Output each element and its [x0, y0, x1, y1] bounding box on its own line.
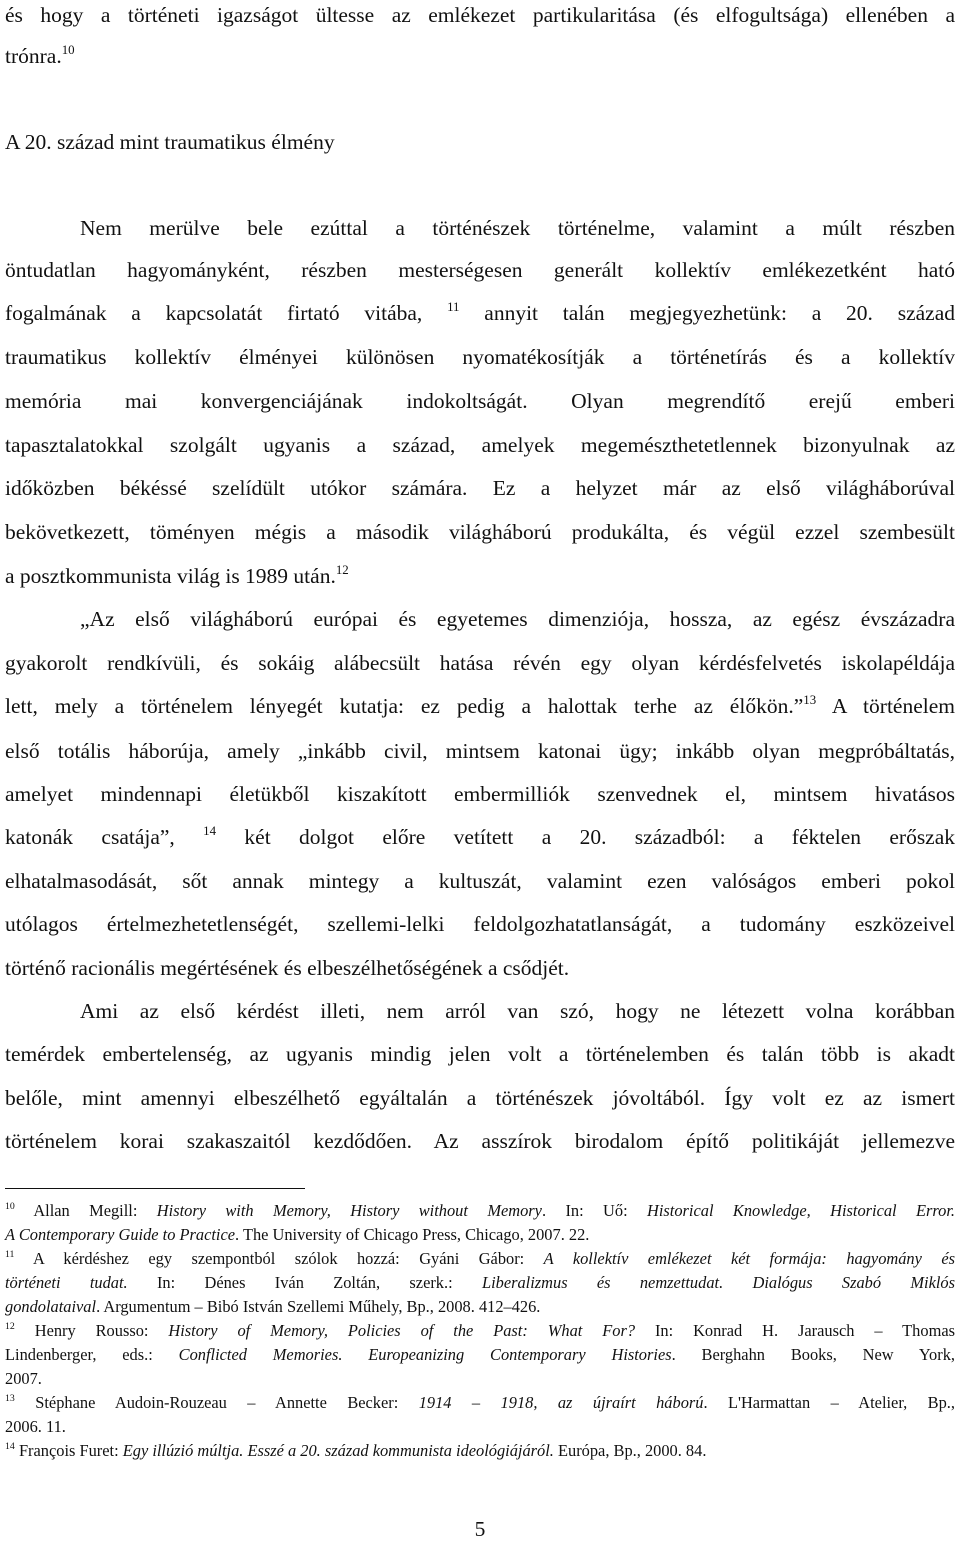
- footnote-number: 11: [5, 1249, 15, 1261]
- footnote-text: Stéphane Audoin-Rouzeau – Annette Becker:: [35, 1393, 419, 1412]
- footnote-text: 2006. 11.: [5, 1417, 66, 1436]
- body-text: a posztkommunista világ is 1989 után.: [5, 564, 336, 588]
- footnote-title: Conflicted Memories. Europeanizing Contemporary Histories: [178, 1345, 672, 1364]
- body-text: fogalmának a kapcsolatát firtató vitába,: [5, 301, 423, 325]
- body-line: történelem korai szakaszaitól kezdődően. Az asszírok birodalom építő politikáját jellemezve: [5, 1129, 955, 1153]
- footnote-number: 12: [5, 1321, 15, 1333]
- body-line: Nem merülve bele ezúttal a történészek történelme, valamint a múlt részben: [80, 216, 955, 240]
- body-line: [5, 823, 956, 849]
- body-text: trónra.: [5, 44, 62, 68]
- footnote-text: In: Dénes Iván Zoltán, szerk.:: [127, 1273, 482, 1292]
- footnote-number: 13: [5, 1393, 15, 1405]
- body-line: traumatikus kollektív élményei különösen nyomatékosítják a történetírás és a kollektív: [5, 345, 955, 369]
- footnote-text: Európa, Bp., 2000. 84.: [553, 1441, 707, 1460]
- body-text: két dolgot előre vetített a 20. századból: a féktelen erőszak: [244, 825, 956, 849]
- footnote-ref: 14: [203, 823, 217, 838]
- footnote-title: Liberalizmus és nemzettudat. Dialógus Szabó Miklós: [481, 1273, 955, 1292]
- body-line: temérdek embertelenség, az ugyanis mindig jelen volt a történelemben és talán több is akadt: [5, 1042, 955, 1066]
- body-line: öntudatlan hagyományként, részben mesterségesen generált kollektív emlékezetként ható: [5, 258, 955, 282]
- footnote-title: A Contemporary Guide to Practice: [5, 1225, 236, 1244]
- body-line: első totális háborúja, amely „inkább civil, mintsem katonai ügy; inkább olyan megpróbáltatás,: [5, 739, 955, 763]
- footnote-text: . The University of Chicago Press, Chicago, 2007. 22.: [235, 1225, 590, 1244]
- body-line: belőle, mint amennyi elbeszélhető egyáltalán a történészek jóvoltából. Így volt ez az ismert: [5, 1086, 955, 1110]
- footnote-separator: [5, 1188, 305, 1189]
- footnote-text: 2007.: [5, 1369, 42, 1388]
- body-line: [5, 299, 956, 325]
- footnote-11-cont: [5, 1299, 955, 1315]
- footnote-14: [5, 1443, 955, 1459]
- footnote-13: [5, 1395, 955, 1411]
- footnote-number: 14: [5, 1441, 15, 1453]
- footnote-13-cont: [5, 1419, 955, 1435]
- body-line: Ami az első kérdést illeti, nem arról van szó, hogy ne létezett volna korábban: [80, 999, 955, 1023]
- body-line: amelyet mindennapi életükből kiszakított embermilliók szenvednek el, mintsem hivatásos: [5, 782, 955, 806]
- body-line: történő racionális megértésének és elbeszélhetőségének a csődjét.: [5, 956, 570, 980]
- footnote-text: In: Konrad H. Jarausch – Thomas: [635, 1321, 955, 1340]
- body-line: és hogy a történeti igazságot ültesse az emlékezet partikularitása (és elfogultsága) ellenében a: [5, 3, 955, 27]
- footnote-text: Allan Megill:: [33, 1201, 157, 1220]
- footnote-10-cont: [5, 1227, 955, 1243]
- body-text: lett, mely a történelem lényegét kutatja: ez pedig a halottak terhe az élőkön.”: [5, 694, 804, 718]
- footnote-text: Lindenberger, eds.:: [5, 1345, 179, 1364]
- footnote-text: . Berghahn Books, New York,: [671, 1345, 955, 1364]
- footnote-text: A kérdéshez egy szempontból szólok hozzá: Gyáni Gábor:: [33, 1249, 544, 1268]
- body-text: annyit talán megjegyezhetünk: a 20. század: [484, 301, 956, 325]
- section-heading: A 20. század mint traumatikus élmény: [5, 130, 335, 154]
- footnote-number: 10: [5, 1201, 15, 1213]
- body-line: időközben békéssé szelídült utókor számára. Ez a helyzet már az első világháborúval: [5, 476, 955, 500]
- footnote-title: Egy illúzió múltja. Esszé a 20. század kommunista ideológiájáról.: [122, 1441, 554, 1460]
- footnote-title: History with Memory, History without Memory: [156, 1201, 542, 1220]
- footnote-12: [5, 1323, 955, 1339]
- footnote-title: 1914 – 1918, az újraírt háború: [418, 1393, 704, 1412]
- footnote-text: Henry Rousso:: [34, 1321, 169, 1340]
- body-line: „Az első világháború európai és egyetemes dimenziója, hossza, az egész évszázadra: [80, 607, 955, 631]
- body-line: gyakorolt rendkívüli, és sokáig alábecsült hatása révén egy olyan kérdésfelvetés iskolapéldája: [5, 651, 955, 675]
- footnote-ref: 11: [447, 299, 460, 314]
- body-line: [5, 562, 955, 588]
- body-text: A történelem: [831, 694, 955, 718]
- footnote-text: François Furet:: [18, 1441, 123, 1460]
- page-number: 5: [474, 1517, 486, 1541]
- footnote-text: . Argumentum – Bibó István Szellemi Műhely, Bp., 2008. 412–426.: [96, 1297, 541, 1316]
- body-line: tapasztalatokkal szolgált ugyanis a század, amelyek megemészthetetlennek bizonyulnak az: [5, 433, 955, 457]
- footnote-title: gondolataival: [5, 1297, 97, 1316]
- footnote-text: . In: Uő:: [541, 1201, 648, 1220]
- footnote-ref: 12: [335, 562, 349, 577]
- body-line: bekövetkezett, töményen mégis a második világháború produkálta, és végül ezzel szembesült: [5, 520, 955, 544]
- footnote-12-cont: [5, 1347, 955, 1363]
- body-line: [5, 42, 955, 68]
- footnote-title: History of Memory, Policies of the Past: What For?: [168, 1321, 636, 1340]
- body-text: katonák csatája”,: [5, 825, 175, 849]
- footnote-11-cont: [5, 1275, 955, 1291]
- footnote-title: Historical Knowledge, Historical Error.: [647, 1201, 956, 1220]
- body-line: [5, 692, 955, 718]
- footnote-10: [5, 1203, 955, 1219]
- footnote-title: A kollektív emlékezet két formája: hagyomány és: [543, 1249, 955, 1268]
- body-line: memória mai konvergenciájának indokoltságát. Olyan megrendítő erejű emberi: [5, 389, 955, 413]
- footnote-12-cont: [5, 1371, 955, 1387]
- body-line: elhatalmasodását, sőt annak mintegy a kultuszát, valamint ezen valóságos emberi pokol: [5, 869, 955, 893]
- footnote-text: . L'Harmattan – Atelier, Bp.,: [703, 1393, 955, 1412]
- footnote-ref: 13: [803, 692, 817, 707]
- footnote-ref: 10: [61, 42, 75, 57]
- body-line: utólagos értelmezhetetlenségét, szellemi-lelki feldolgozhatatlanságát, a tudomány eszközeivel: [5, 912, 955, 936]
- footnote-11: [5, 1251, 955, 1267]
- footnote-title: történeti tudat.: [5, 1273, 128, 1292]
